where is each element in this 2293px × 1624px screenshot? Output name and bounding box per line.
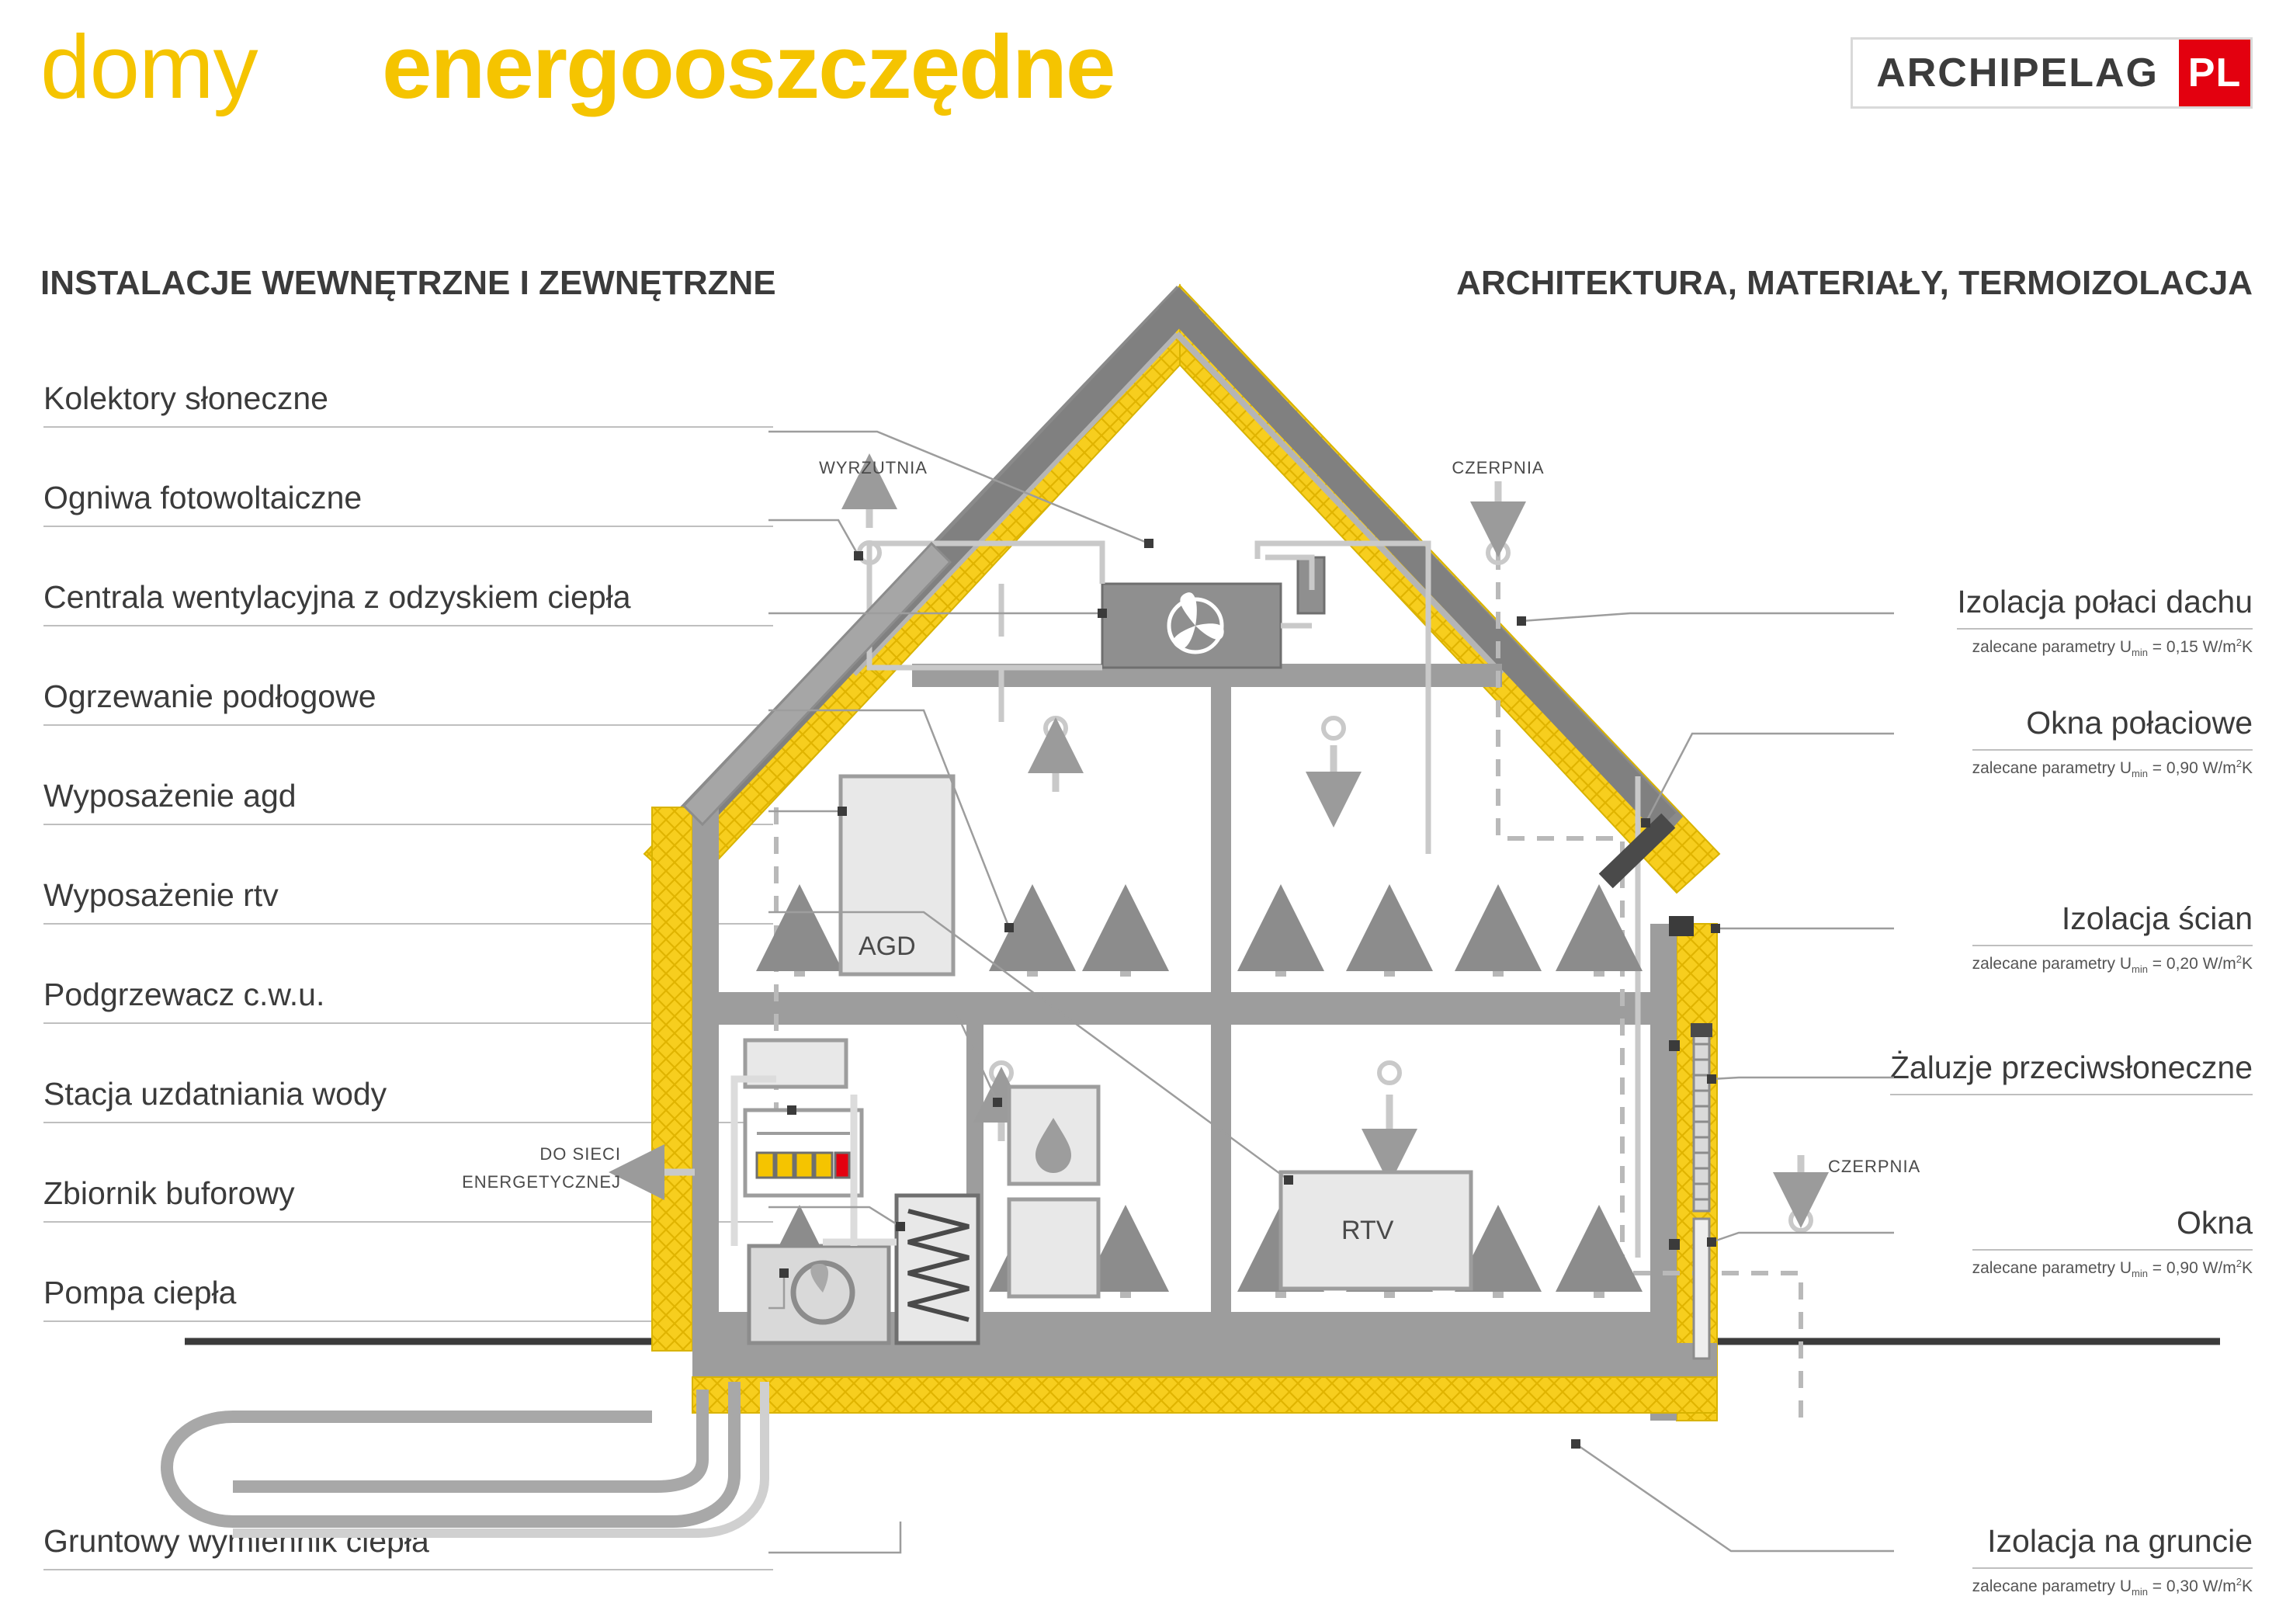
sun-blinds <box>1691 1023 1712 1211</box>
logo-wordmark: ARCHIPELAG <box>1876 50 2159 95</box>
list-item-agd: Wyposażenie agd <box>43 778 773 825</box>
section-title-installations: INSTALACJE WEWNĘTRZNE I ZEWNĘTRZNE <box>40 264 776 302</box>
label-agd: AGD <box>859 932 916 961</box>
list-item-centrala: Centrala wentylacyjna z odzyskiem ciepła <box>43 579 773 626</box>
list-item-pompa: Pompa ciepła <box>43 1275 773 1322</box>
ground-loop-pipes <box>233 1382 765 1533</box>
water-treatment-box <box>1009 1087 1098 1296</box>
list-item-ogniwa: Ogniwa fotowoltaiczne <box>43 480 773 527</box>
right-item-note: zalecane parametry $U_{min} = 0,90$ $W/m^2K$ <box>1972 758 2253 780</box>
page-title-light: domy <box>40 16 258 117</box>
heat-pump-unit <box>749 1246 889 1343</box>
right-item-label: Izolacja połaci dachu <box>1957 584 2253 630</box>
list-item-ogrzewanie: Ogrzewanie podłogowe <box>43 678 773 726</box>
list-item-gruntowy: Gruntowy wymiennik ciepła <box>43 1523 773 1570</box>
right-item-note: zalecane parametry $U_{min} = 0,15$ $W/m^2K$ <box>1972 637 2253 659</box>
logo-pl-badge: PL <box>2179 40 2250 106</box>
solar-collector-panel <box>684 329 1160 824</box>
list-item-podgrzewacz: Podgrzewacz c.w.u. <box>43 977 773 1024</box>
buffer-tank <box>897 1195 978 1343</box>
list-item-stacja: Stacja uzdatniania wody <box>43 1076 773 1123</box>
ventilation-unit <box>1102 557 1324 668</box>
right-item-note: zalecane parametry $U_{min} = 0,30$ $W/m^2K$ <box>1972 1576 2253 1598</box>
list-item-rtv: Wyposażenie rtv <box>43 877 773 925</box>
right-item-note: zalecane parametry $U_{min} = 0,20$ $W/m^2K$ <box>1972 953 2253 976</box>
label-do-sieci-line1: DO SIECI <box>539 1144 621 1164</box>
label-czerpnia-right: CZERPNIA <box>1828 1157 1921 1176</box>
wall-structure-left <box>692 807 719 1351</box>
label-wyrzutnia: WYRZUTNIA <box>819 458 928 477</box>
right-item-note: zalecane parametry $U_{min} = 0,90$ $W/m^2K$ <box>1972 1258 2253 1280</box>
label-do-sieci-line2: ENERGETYCZNEJ <box>462 1172 621 1192</box>
list-item-zbiornik: Zbiornik buforowy <box>43 1175 773 1223</box>
page-title-bold: energooszczędne <box>382 16 1115 117</box>
roof-outer-skin <box>682 287 1676 832</box>
right-item-label: Żaluzje przeciwsłoneczne <box>1890 1050 2253 1095</box>
list-item-kolektory: Kolektory słoneczne <box>43 380 773 428</box>
section-title-architecture: ARCHITEKTURA, MATERIAŁY, TERMOIZOLACJA <box>1456 264 2253 302</box>
right-item-label: Izolacja na gruncie <box>1972 1523 2253 1569</box>
wall-insulation-left <box>652 807 692 1351</box>
right-item-label: Okna połaciowe <box>1972 705 2253 751</box>
label-czerpnia-top: CZERPNIA <box>1452 458 1545 477</box>
ground-heat-exchanger <box>167 1382 734 1522</box>
right-item-label: Izolacja ścian <box>1972 900 2253 946</box>
label-rtv: RTV <box>1341 1216 1394 1245</box>
electrical-panel <box>745 1040 862 1195</box>
right-item-label: Okna <box>1972 1205 2253 1251</box>
